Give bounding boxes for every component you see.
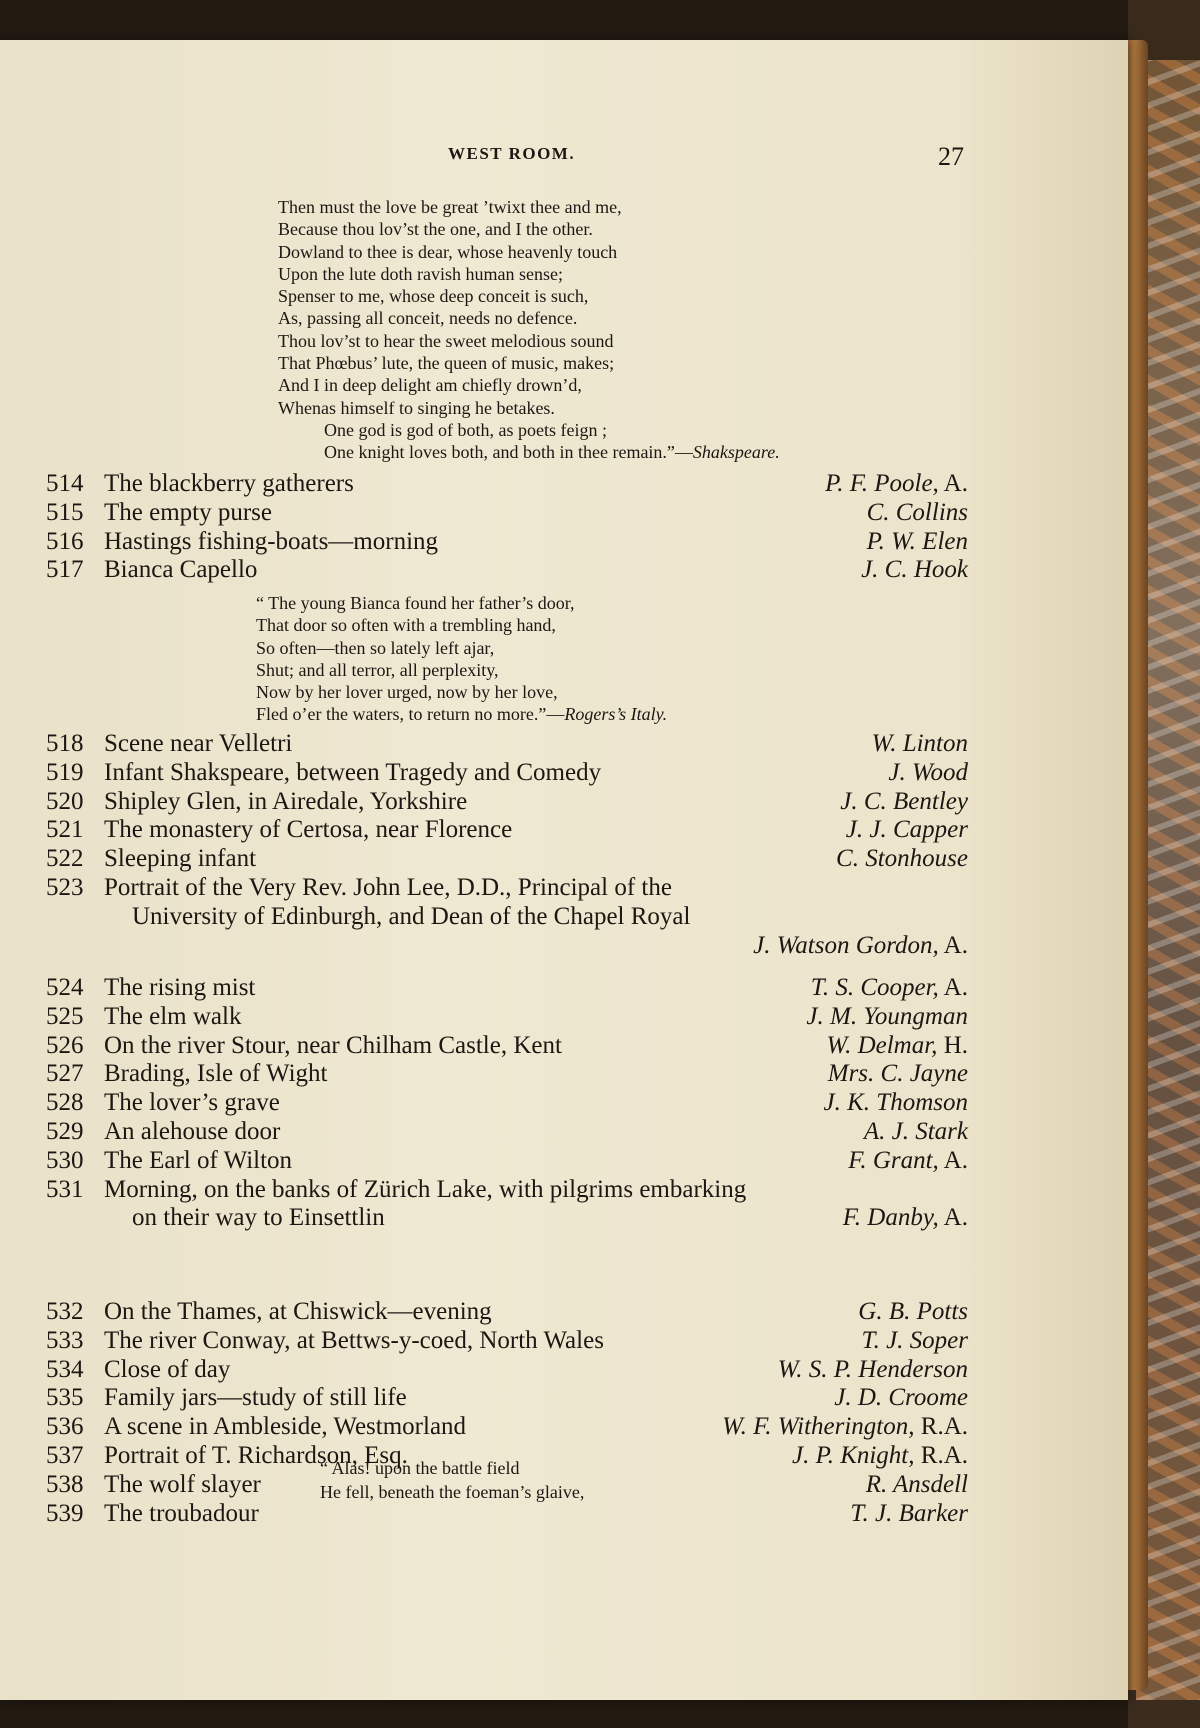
verse-quote-troubadour bbox=[320, 1456, 584, 1504]
verse-line bbox=[278, 263, 780, 285]
entry-artist bbox=[836, 845, 968, 874]
entry-title: An alehouse door bbox=[104, 1117, 281, 1145]
artist-name: T. J. Barker bbox=[850, 1499, 968, 1527]
entry-number: 538 bbox=[46, 1470, 84, 1498]
entry-number: 517 bbox=[46, 556, 84, 584]
catalogue-entry bbox=[0, 759, 1128, 788]
verse-text: Thou lov’st to hear the sweet melodious sound bbox=[278, 330, 614, 351]
verse-line bbox=[256, 592, 667, 614]
entries-518-523 bbox=[0, 730, 1128, 960]
verse-line bbox=[256, 614, 667, 636]
catalogue-entry bbox=[0, 845, 1128, 874]
verse-line bbox=[256, 659, 667, 681]
entry-number: 521 bbox=[46, 816, 84, 844]
entry-title: The monastery of Certosa, near Florence bbox=[104, 816, 513, 844]
verse-quote-rogers bbox=[256, 592, 667, 726]
verse-text: Now by her lover urged, now by her love, bbox=[256, 682, 558, 703]
catalogue-entry bbox=[0, 470, 1128, 499]
entry-artist bbox=[867, 528, 968, 557]
entry-title: Shipley Glen, in Airedale, Yorkshire bbox=[104, 787, 468, 815]
verse-text: One knight loves both, and both in thee remain.”— bbox=[324, 442, 693, 463]
entry-artist bbox=[722, 1413, 968, 1442]
entry-title-continued: University of Edinburgh, and Dean of the Chapel Royal bbox=[132, 902, 691, 930]
entry-number: 514 bbox=[46, 470, 84, 497]
entry-number: 532 bbox=[46, 1298, 84, 1325]
entry-artist bbox=[792, 1442, 968, 1471]
verse-text: “ Alas! upon the battle field bbox=[320, 1458, 520, 1478]
entry-title: Family jars—study of still life bbox=[104, 1384, 407, 1412]
entry-artist bbox=[858, 1298, 968, 1327]
verse-text: He fell, beneath the foeman’s glaive, bbox=[320, 1482, 585, 1502]
entry-title: Bianca Capello bbox=[104, 556, 258, 584]
running-head: WEST ROOM. bbox=[448, 144, 576, 163]
artist-name: J. Wood bbox=[888, 758, 968, 786]
entry-title: Brading, Isle of Wight bbox=[104, 1060, 328, 1088]
entry-title: The empty purse bbox=[104, 498, 273, 526]
artist-name: J. P. Knight, bbox=[792, 1441, 915, 1469]
entry-number: 529 bbox=[46, 1117, 84, 1145]
artist-rank: H. bbox=[937, 1031, 968, 1059]
entry-artist bbox=[834, 1384, 968, 1413]
entry-title: The troubadour bbox=[104, 1499, 259, 1527]
entry-artist bbox=[872, 730, 968, 759]
verse-line bbox=[278, 419, 780, 441]
artist-name: W. F. Witherington, bbox=[722, 1413, 915, 1441]
entry-artist bbox=[828, 1060, 968, 1089]
artist-rank: A. bbox=[938, 974, 968, 1001]
artist-name: J. C. Hook bbox=[861, 556, 968, 584]
catalogue-entry bbox=[0, 1089, 1128, 1118]
artist-rank: A. bbox=[938, 931, 968, 959]
entry-title-continued: on their way to Einsettlin bbox=[132, 1204, 385, 1232]
artist-name: R. Ansdell bbox=[865, 1470, 968, 1498]
artist-rank: A. bbox=[938, 470, 968, 497]
verse-line bbox=[256, 681, 667, 703]
verse-line bbox=[278, 285, 780, 307]
catalogue-entry bbox=[0, 556, 1128, 585]
entry-title: The blackberry gatherers bbox=[104, 470, 354, 497]
artist-name: T. S. Cooper, bbox=[810, 974, 939, 1001]
entry-artist bbox=[825, 470, 968, 499]
catalogue-entry bbox=[0, 1147, 1128, 1176]
catalogue-entry bbox=[0, 499, 1128, 528]
entry-artist bbox=[861, 556, 968, 585]
entry-artist bbox=[811, 974, 968, 1003]
entry-artist bbox=[862, 1327, 968, 1356]
entry-number: 537 bbox=[46, 1441, 84, 1469]
verse-line bbox=[278, 330, 780, 352]
verse-line bbox=[256, 637, 667, 659]
verse-text: So often—then so lately left ajar, bbox=[256, 637, 495, 658]
entry-title: On the Thames, at Chiswick—evening bbox=[104, 1298, 492, 1325]
artist-name: F. Danby, bbox=[842, 1204, 939, 1232]
artist-name: J. M. Youngman bbox=[806, 1002, 968, 1030]
verse-text: Spenser to me, whose deep conceit is such, bbox=[278, 286, 589, 307]
artist-rank: R.A. bbox=[914, 1413, 968, 1441]
verse-line bbox=[278, 441, 780, 463]
verse-text: Dowland to thee is dear, whose heavenly touch bbox=[278, 241, 618, 262]
entry-title: Portrait of the Very Rev. John Lee, D.D., Principal of the bbox=[104, 873, 672, 901]
entry-title: Sleeping infant bbox=[104, 845, 257, 873]
artist-name: W. Delmar, bbox=[826, 1031, 938, 1059]
entry-number: 533 bbox=[46, 1326, 84, 1354]
catalogue-entry bbox=[0, 1003, 1128, 1032]
artist-name: W. Linton bbox=[871, 730, 968, 757]
entry-artist bbox=[840, 788, 968, 817]
artist-name: J. C. Bentley bbox=[840, 787, 968, 815]
entry-number: 531 bbox=[46, 1175, 84, 1203]
entry-title: Morning, on the banks of Zürich Lake, with pilgrims embarking bbox=[104, 1175, 747, 1203]
entry-number: 519 bbox=[46, 758, 84, 786]
artist-name: J. J. Capper bbox=[845, 816, 968, 844]
verse-line bbox=[278, 218, 780, 240]
catalogue-entry bbox=[0, 974, 1128, 1003]
artist-name: J. K. Thomson bbox=[823, 1089, 968, 1117]
entry-title: The elm walk bbox=[104, 1002, 242, 1030]
entry-number: 522 bbox=[46, 845, 84, 873]
verse-attribution: Shakspeare. bbox=[692, 442, 780, 463]
catalogue-entry bbox=[0, 528, 1128, 557]
verse-text: Upon the lute doth ravish human sense; bbox=[278, 263, 563, 284]
verse-text: Shut; and all terror, all perplexity, bbox=[256, 659, 499, 680]
entry-number: 524 bbox=[46, 974, 84, 1001]
catalogue-entry bbox=[0, 874, 1128, 903]
entry-number: 539 bbox=[46, 1499, 84, 1527]
entry-artist bbox=[753, 932, 968, 961]
entry-artist bbox=[778, 1356, 968, 1385]
entry-number: 518 bbox=[46, 730, 84, 757]
page-number: 27 bbox=[938, 142, 964, 171]
catalogue-entry bbox=[0, 1384, 1128, 1413]
catalogue-entry bbox=[0, 1327, 1128, 1356]
verse-line bbox=[278, 352, 780, 374]
artist-name: G. B. Potts bbox=[858, 1298, 968, 1325]
verse-text: That door so often with a trembling hand, bbox=[256, 615, 556, 636]
entry-artist bbox=[824, 1089, 968, 1118]
catalogue-entry bbox=[0, 1356, 1128, 1385]
entry-artist bbox=[843, 1204, 968, 1233]
entry-title: Hastings fishing-boats—morning bbox=[104, 527, 439, 555]
entry-number: 525 bbox=[46, 1002, 84, 1030]
verse-text: And I in deep delight am chiefly drown’d, bbox=[278, 375, 582, 396]
entry-number: 523 bbox=[46, 873, 84, 901]
catalogue-entry bbox=[0, 1298, 1128, 1327]
entry-number: 515 bbox=[46, 498, 84, 526]
catalogue-entry bbox=[0, 1176, 1128, 1205]
artist-name: C. Stonhouse bbox=[836, 845, 968, 873]
catalogue-entry bbox=[0, 788, 1128, 817]
catalogue-entry bbox=[0, 730, 1128, 759]
entry-number: 534 bbox=[46, 1355, 84, 1383]
entry-artist bbox=[888, 759, 968, 788]
artist-name: C. Collins bbox=[866, 498, 968, 526]
verse-text: Then must the love be great ’twixt thee and me, bbox=[278, 197, 622, 217]
artist-rank: A. bbox=[938, 1146, 968, 1174]
entry-continuation bbox=[0, 1204, 1128, 1233]
verse-attribution: Rogers’s Italy. bbox=[564, 704, 668, 725]
artist-name: P. W. Elen bbox=[866, 527, 968, 555]
entry-artist bbox=[864, 1118, 968, 1147]
verse-text: Because thou lov’st the one, and I the other. bbox=[278, 219, 593, 240]
entries-524-531 bbox=[0, 974, 1128, 1233]
entry-artist bbox=[806, 1003, 968, 1032]
entry-number: 520 bbox=[46, 787, 84, 815]
verse-text: That Phœbus’ lute, the queen of music, makes; bbox=[278, 353, 615, 374]
artist-name: F. Grant, bbox=[848, 1146, 939, 1174]
entry-artist bbox=[867, 499, 968, 528]
catalogue-entry bbox=[0, 816, 1128, 845]
entry-number: 527 bbox=[46, 1060, 84, 1088]
verse-line bbox=[278, 196, 780, 218]
verse-text: As, passing all conceit, needs no defence. bbox=[278, 308, 578, 329]
entry-artist bbox=[848, 1147, 968, 1176]
verse-line bbox=[278, 307, 780, 329]
entry-number: 530 bbox=[46, 1146, 84, 1174]
entry-title: The lover’s grave bbox=[104, 1089, 280, 1117]
entry-title: Infant Shakspeare, between Tragedy and Comedy bbox=[104, 758, 602, 786]
artist-name: Mrs. C. Jayne bbox=[827, 1060, 968, 1088]
entry-title: Portrait of T. Richardson, Esq. bbox=[104, 1441, 408, 1469]
catalogue-entry bbox=[0, 1060, 1128, 1089]
entry-artist bbox=[850, 1500, 968, 1529]
entry-number: 516 bbox=[46, 527, 84, 555]
entries-514-517 bbox=[0, 470, 1128, 585]
entry-title: Scene near Velletri bbox=[104, 730, 293, 757]
verse-line bbox=[320, 1456, 584, 1480]
entry-artist bbox=[827, 1032, 968, 1061]
artist-name: A. J. Stark bbox=[863, 1117, 968, 1145]
entry-title: Close of day bbox=[104, 1355, 231, 1383]
artist-name: J. D. Croome bbox=[834, 1384, 968, 1412]
artist-name: J. Watson Gordon, bbox=[753, 931, 939, 959]
entry-artist bbox=[866, 1471, 968, 1500]
catalogue-entry bbox=[0, 1118, 1128, 1147]
verse-line bbox=[320, 1480, 584, 1504]
entry-number: 536 bbox=[46, 1413, 84, 1441]
artist-rank: A. bbox=[938, 1204, 968, 1232]
verse-text: One god is god of both, as poets feign ; bbox=[324, 419, 607, 440]
entry-title: On the river Stour, near Chilham Castle, Kent bbox=[104, 1031, 562, 1059]
verse-line bbox=[256, 703, 667, 725]
verse-quote-shakspeare bbox=[278, 196, 780, 464]
entry-title: The rising mist bbox=[104, 974, 256, 1001]
verse-text: Whenas himself to singing he betakes. bbox=[278, 397, 555, 418]
verse-text: “ The young Bianca found her father’s door, bbox=[256, 593, 575, 613]
entry-artist bbox=[846, 816, 968, 845]
entry-number: 528 bbox=[46, 1089, 84, 1117]
artist-rank: R.A. bbox=[914, 1441, 968, 1469]
entry-artist-line bbox=[0, 932, 1128, 961]
artist-name: P. F. Poole, bbox=[825, 470, 939, 497]
catalogue-entry bbox=[0, 1413, 1128, 1442]
catalogue-entry bbox=[0, 1032, 1128, 1061]
artist-name: T. J. Soper bbox=[861, 1326, 968, 1354]
verse-line bbox=[278, 374, 780, 396]
book-page bbox=[0, 40, 1128, 1700]
entry-title: A scene in Ambleside, Westmorland bbox=[104, 1413, 467, 1441]
entry-title: The Earl of Wilton bbox=[104, 1146, 293, 1174]
entry-title: The river Conway, at Bettws-y-coed, North Wales bbox=[104, 1326, 604, 1354]
entry-number: 526 bbox=[46, 1031, 84, 1059]
entry-title: The wolf slayer bbox=[104, 1470, 261, 1498]
verse-text: Fled o’er the waters, to return no more.”— bbox=[256, 704, 565, 725]
artist-name: W. S. P. Henderson bbox=[777, 1355, 968, 1383]
verse-line bbox=[278, 397, 780, 419]
verse-line bbox=[278, 241, 780, 263]
entry-number: 535 bbox=[46, 1384, 84, 1412]
entry-continuation bbox=[0, 903, 1128, 932]
